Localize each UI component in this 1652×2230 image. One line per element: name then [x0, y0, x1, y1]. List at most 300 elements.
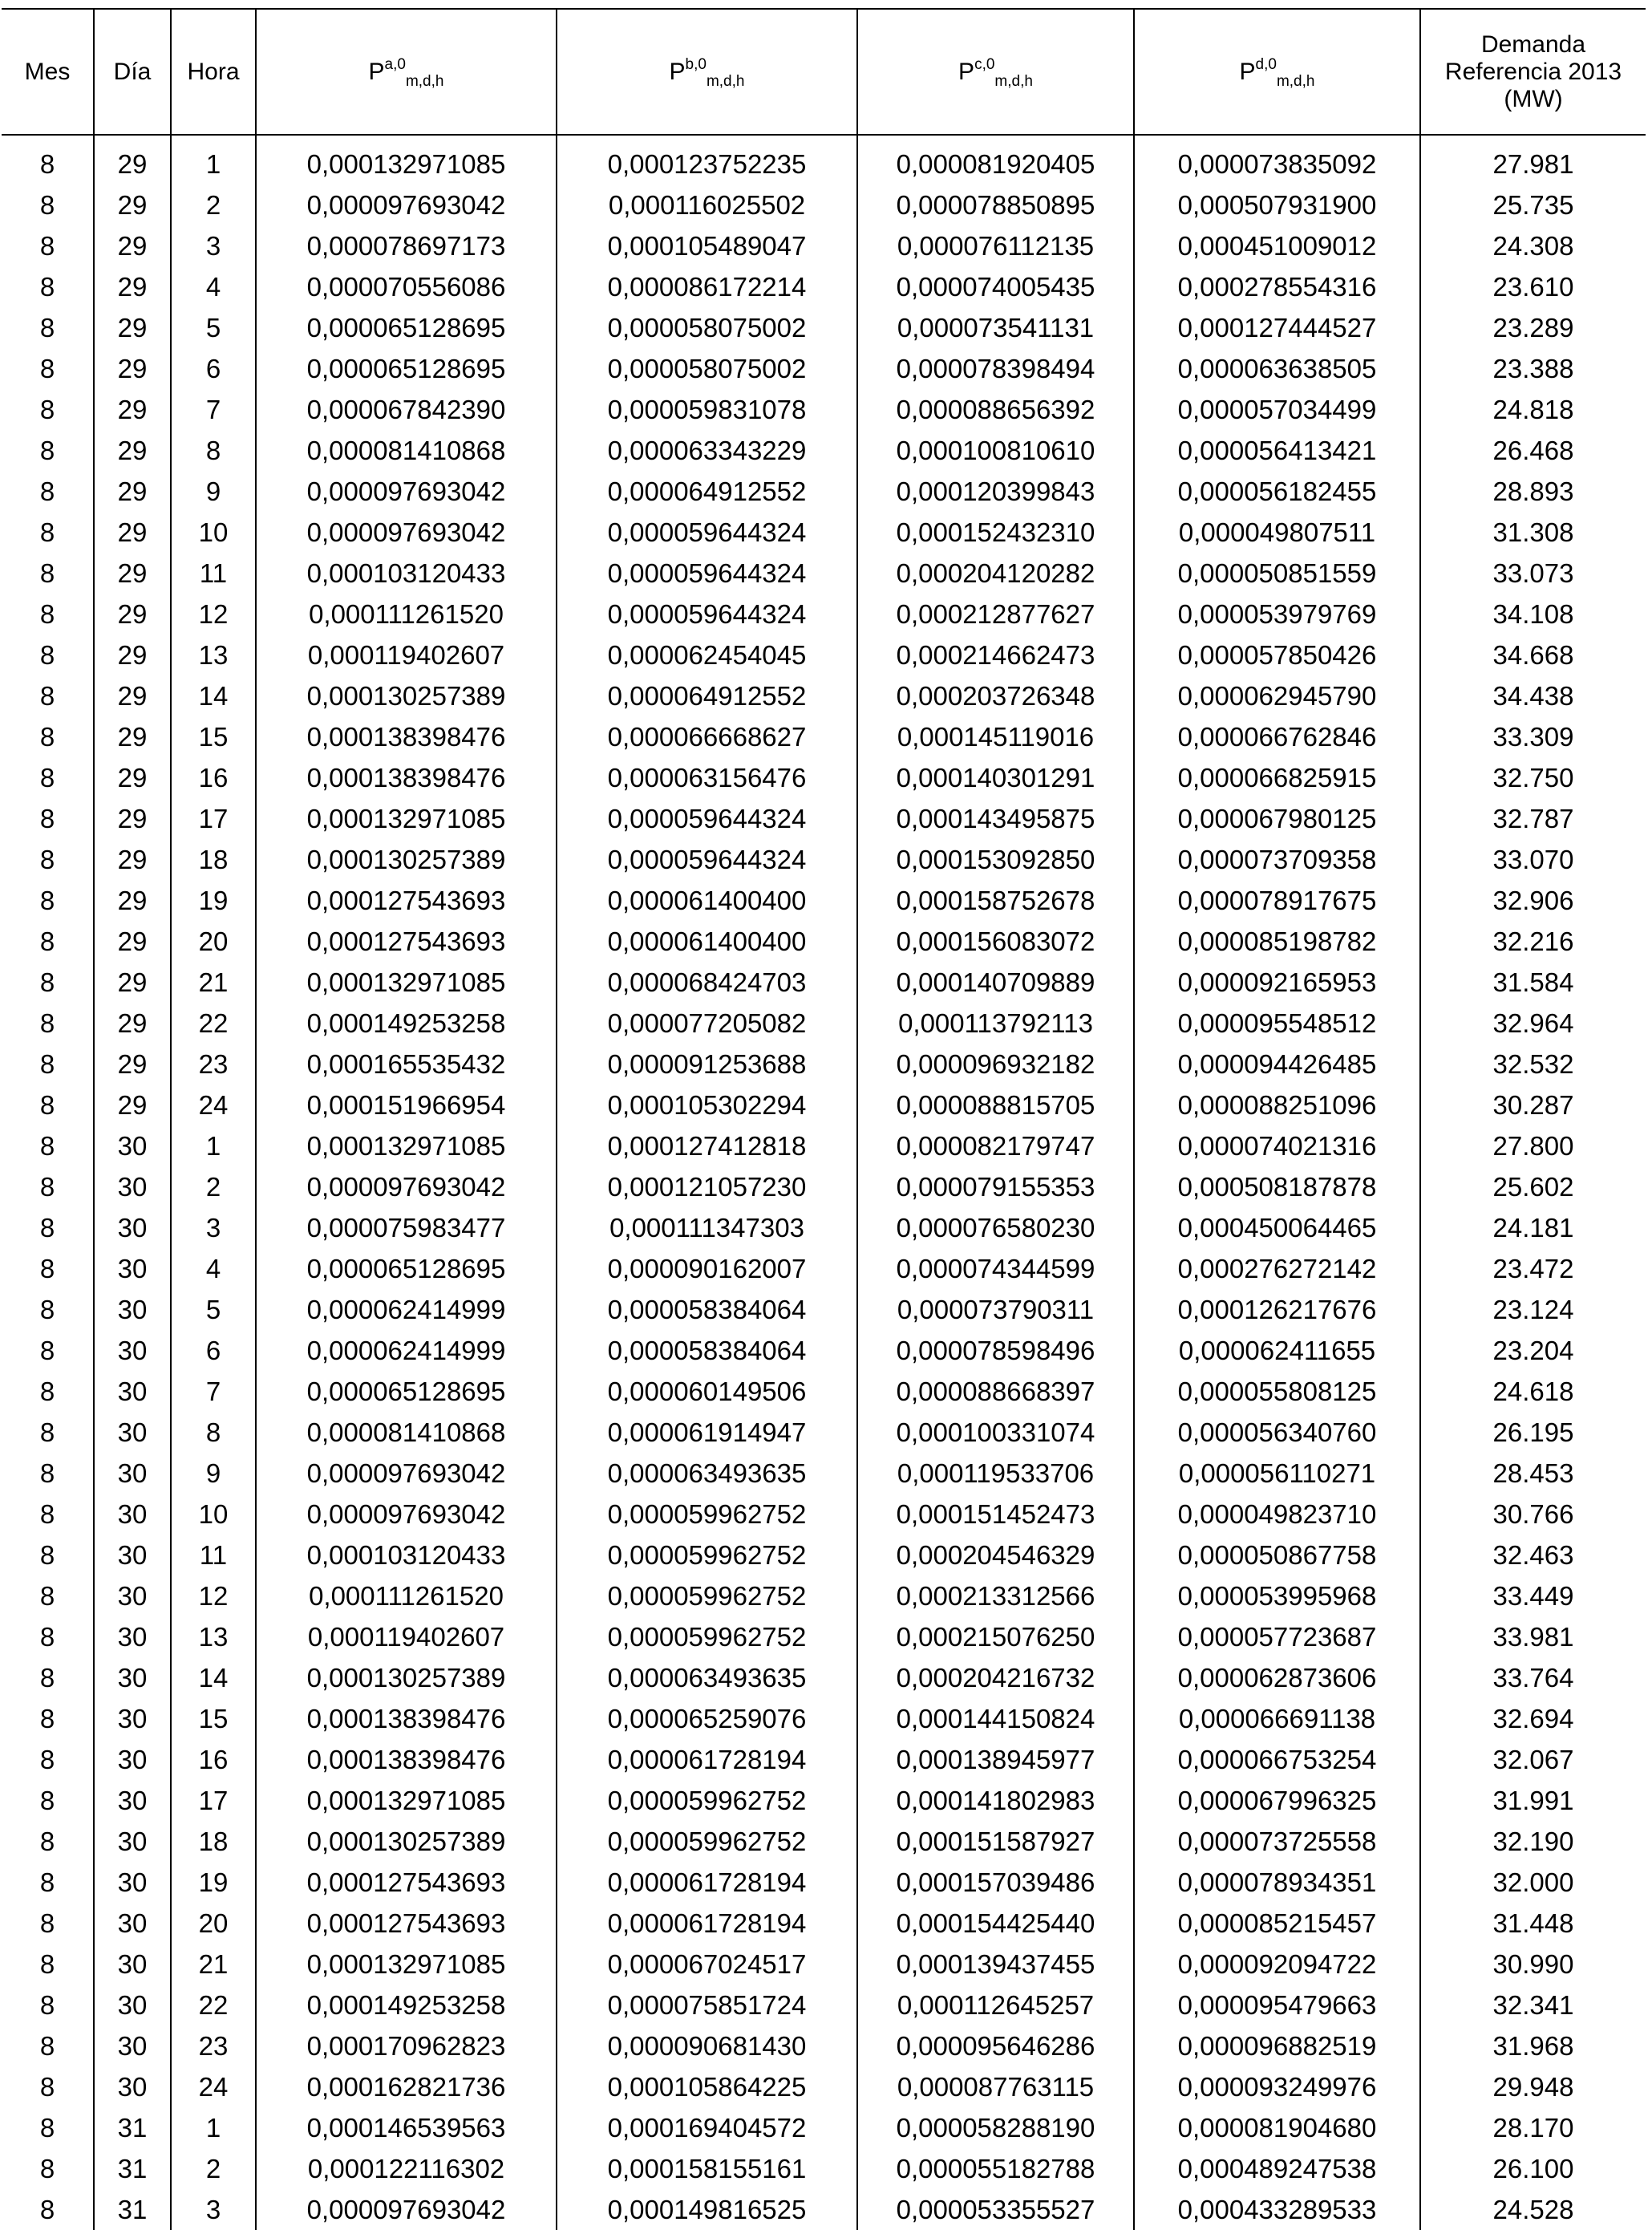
cell-mes: 8: [39, 148, 55, 179]
cell-p-c: 0,000140709889: [857, 962, 1134, 1003]
table-body: [2, 135, 1646, 2230]
cell-p-b: 0,000091253688: [557, 1044, 857, 1085]
cell-p-c: 0,000076580230: [857, 1207, 1134, 1248]
cell-hora: 18: [171, 839, 256, 880]
table-row: [2, 1575, 1646, 1616]
table-row: [2, 839, 1646, 880]
cell-p-a: 0,000081410868: [256, 430, 557, 471]
cell-p-c: 0,000088668397: [857, 1371, 1134, 1412]
cell-p-d: 0,000078917675: [1134, 880, 1420, 921]
cell-demanda: 32.750: [1420, 757, 1646, 798]
cell-p-b: 0,000075851724: [557, 1985, 857, 2025]
cell-p-a: 0,000146539563: [256, 2107, 557, 2148]
cell-hora: 10: [171, 512, 256, 553]
header-p-c: [857, 9, 1134, 135]
cell-mes: 8: [39, 1826, 55, 1856]
cell-dia: 30: [94, 1248, 171, 1289]
cell-p-b: 0,000058075002: [557, 307, 857, 348]
cell-p-d: 0,000126217676: [1134, 1289, 1420, 1330]
cell-p-a: 0,000149253258: [256, 1985, 557, 2025]
cell-hora: 17: [171, 798, 256, 839]
table-row: [2, 716, 1646, 757]
table-row: [2, 348, 1646, 389]
cell-p-b: 0,000105489047: [557, 225, 857, 266]
cell-hora: 22: [171, 1003, 256, 1044]
cell-mes: 8: [39, 558, 55, 588]
header-p-b: [557, 9, 857, 135]
table-row: [2, 921, 1646, 962]
cell-p-a: 0,000138398476: [256, 716, 557, 757]
cell-demanda: 23.472: [1420, 1248, 1646, 1289]
cell-demanda: 32.694: [1420, 1698, 1646, 1739]
cell-p-a: 0,000097693042: [256, 1166, 557, 1207]
cell-hora: 7: [171, 389, 256, 430]
cell-p-a: 0,000138398476: [256, 1739, 557, 1780]
cell-p-a: 0,000130257389: [256, 839, 557, 880]
cell-p-c: 0,000151452473: [857, 1494, 1134, 1535]
cell-p-a: 0,000097693042: [256, 471, 557, 512]
cell-p-d: 0,000092094722: [1134, 1944, 1420, 1985]
cell-mes: 8: [39, 2112, 55, 2143]
cell-p-b: 0,000059644324: [557, 594, 857, 635]
cell-dia: 29: [94, 594, 171, 635]
cell-hora: 13: [171, 635, 256, 675]
cell-mes: 8: [39, 1744, 55, 1774]
table-row: [2, 1412, 1646, 1453]
cell-dia: 30: [94, 2025, 171, 2066]
cell-mes: 8: [39, 1417, 55, 1447]
cell-demanda: 34.668: [1420, 635, 1646, 675]
cell-p-b: 0,000059831078: [557, 389, 857, 430]
cell-dia: 30: [94, 1821, 171, 1862]
cell-demanda: 31.308: [1420, 512, 1646, 553]
cell-hora: 22: [171, 1985, 256, 2025]
cell-demanda: 26.100: [1420, 2148, 1646, 2189]
cell-demanda: 31.584: [1420, 962, 1646, 1003]
cell-hora: 7: [171, 1371, 256, 1412]
cell-p-c: 0,000073541131: [857, 307, 1134, 348]
cell-p-b: 0,000086172214: [557, 266, 857, 307]
cell-p-a: 0,000070556086: [256, 266, 557, 307]
table-row: [2, 1453, 1646, 1494]
cell-dia: 29: [94, 962, 171, 1003]
cell-p-c: 0,000081920405: [857, 144, 1134, 184]
cell-p-b: 0,000063493635: [557, 1657, 857, 1698]
cell-demanda: 32.532: [1420, 1044, 1646, 1085]
cell-dia: 30: [94, 1207, 171, 1248]
cell-dia: 30: [94, 1862, 171, 1903]
table-row: [2, 1616, 1646, 1657]
cell-p-b: 0,000169404572: [557, 2107, 857, 2148]
cell-p-c: 0,000112645257: [857, 1985, 1134, 2025]
cell-dia: 29: [94, 1044, 171, 1085]
cell-demanda: 23.204: [1420, 1330, 1646, 1371]
cell-hora: 5: [171, 307, 256, 348]
cell-hora: 14: [171, 1657, 256, 1698]
cell-p-c: 0,000100331074: [857, 1412, 1134, 1453]
cell-p-c: 0,000053355527: [857, 2189, 1134, 2230]
table-row: [2, 635, 1646, 675]
cell-demanda: 34.108: [1420, 594, 1646, 635]
cell-mes: 8: [39, 803, 55, 833]
cell-hora: 1: [171, 144, 256, 184]
cell-p-a: 0,000119402607: [256, 635, 557, 675]
cell-mes: 8: [39, 1621, 55, 1652]
cell-p-a: 0,000127543693: [256, 1862, 557, 1903]
cell-mes: 8: [39, 476, 55, 506]
cell-p-b: 0,000111347303: [557, 1207, 857, 1248]
cell-p-b: 0,000127412818: [557, 1125, 857, 1166]
cell-p-c: 0,000212877627: [857, 594, 1134, 635]
cell-p-d: 0,000433289533: [1134, 2189, 1420, 2230]
cell-p-c: 0,000213312566: [857, 1575, 1134, 1616]
table-row: [2, 225, 1646, 266]
cell-hora: 16: [171, 1739, 256, 1780]
cell-dia: 30: [94, 1616, 171, 1657]
cell-demanda: 31.991: [1420, 1780, 1646, 1821]
cell-p-b: 0,000061728194: [557, 1739, 857, 1780]
cell-mes: 8: [39, 1376, 55, 1406]
cell-mes: 8: [39, 1989, 55, 2020]
cell-hora: 1: [171, 1125, 256, 1166]
cell-p-b: 0,000059962752: [557, 1616, 857, 1657]
cell-p-c: 0,000078598496: [857, 1330, 1134, 1371]
cell-demanda: 24.818: [1420, 389, 1646, 430]
cell-demanda: 34.438: [1420, 675, 1646, 716]
header-hora: Hora: [171, 9, 256, 135]
cell-p-c: 0,000095646286: [857, 2025, 1134, 2066]
cell-p-d: 0,000067996325: [1134, 1780, 1420, 1821]
table-row: [2, 1862, 1646, 1903]
table-row: [2, 1125, 1646, 1166]
cell-demanda: 33.070: [1420, 839, 1646, 880]
cell-demanda: 33.764: [1420, 1657, 1646, 1698]
cell-p-a: 0,000132971085: [256, 962, 557, 1003]
cell-p-c: 0,000087763115: [857, 2066, 1134, 2107]
header-p-b-sub: m,d,h: [706, 72, 745, 90]
cell-mes: 8: [39, 435, 55, 465]
table-row: [2, 1985, 1646, 2025]
cell-mes: 8: [39, 2153, 55, 2183]
cell-dia: 30: [94, 1575, 171, 1616]
cell-p-d: 0,000074021316: [1134, 1125, 1420, 1166]
cell-p-d: 0,000094426485: [1134, 1044, 1420, 1085]
cell-p-d: 0,000508187878: [1134, 1166, 1420, 1207]
cell-demanda: 25.602: [1420, 1166, 1646, 1207]
cell-hora: 3: [171, 1207, 256, 1248]
cell-p-c: 0,000157039486: [857, 1862, 1134, 1903]
cell-p-c: 0,000120399843: [857, 471, 1134, 512]
cell-p-d: 0,000489247538: [1134, 2148, 1420, 2189]
cell-p-a: 0,000170962823: [256, 2025, 557, 2066]
cell-hora: 17: [171, 1780, 256, 1821]
cell-p-b: 0,000123752235: [557, 144, 857, 184]
cell-p-b: 0,000061400400: [557, 880, 857, 921]
cell-hora: 12: [171, 594, 256, 635]
table-row: [2, 1248, 1646, 1289]
cell-mes: 8: [39, 639, 55, 670]
cell-p-b: 0,000058384064: [557, 1289, 857, 1330]
cell-p-d: 0,000049823710: [1134, 1494, 1420, 1535]
cell-dia: 30: [94, 1780, 171, 1821]
cell-p-a: 0,000097693042: [256, 1453, 557, 1494]
cell-hora: 19: [171, 1862, 256, 1903]
cell-mes: 8: [39, 517, 55, 547]
cell-p-b: 0,000061914947: [557, 1412, 857, 1453]
cell-p-d: 0,000073835092: [1134, 144, 1420, 184]
cell-demanda: 27.800: [1420, 1125, 1646, 1166]
cell-hora: 15: [171, 716, 256, 757]
cell-dia: 30: [94, 1698, 171, 1739]
cell-p-c: 0,000139437455: [857, 1944, 1134, 1985]
cell-hora: 3: [171, 225, 256, 266]
cell-p-b: 0,000063343229: [557, 430, 857, 471]
cell-hora: 18: [171, 1821, 256, 1862]
table-row: [2, 1944, 1646, 1985]
cell-dia: 29: [94, 675, 171, 716]
cell-mes: 8: [39, 1008, 55, 1038]
cell-p-a: 0,000065128695: [256, 348, 557, 389]
header-p-c-sub: m,d,h: [994, 72, 1033, 90]
cell-p-a: 0,000149253258: [256, 1003, 557, 1044]
table-row: [2, 307, 1646, 348]
cell-p-a: 0,000151966954: [256, 1085, 557, 1125]
cell-mes: 8: [39, 189, 55, 220]
cell-dia: 29: [94, 512, 171, 553]
table-row: [2, 1003, 1646, 1044]
cell-p-a: 0,000103120433: [256, 1535, 557, 1575]
cell-p-b: 0,000105302294: [557, 1085, 857, 1125]
cell-p-d: 0,000092165953: [1134, 962, 1420, 1003]
cell-mes: 8: [39, 1539, 55, 1570]
cell-p-a: 0,000130257389: [256, 1821, 557, 1862]
cell-p-b: 0,000067024517: [557, 1944, 857, 1985]
cell-p-d: 0,000056110271: [1134, 1453, 1420, 1494]
cell-p-b: 0,000059962752: [557, 1821, 857, 1862]
cell-mes: 8: [39, 762, 55, 793]
cell-demanda: 26.195: [1420, 1412, 1646, 1453]
cell-demanda: 26.468: [1420, 430, 1646, 471]
cell-dia: 30: [94, 1494, 171, 1535]
cell-p-a: 0,000130257389: [256, 675, 557, 716]
cell-mes: 8: [39, 2071, 55, 2102]
cell-demanda: 23.289: [1420, 307, 1646, 348]
cell-p-a: 0,000065128695: [256, 1371, 557, 1412]
cell-hora: 1: [171, 2107, 256, 2148]
cell-hora: 11: [171, 1535, 256, 1575]
table-row: [2, 266, 1646, 307]
header-demanda-line-1: Demanda: [1480, 30, 1586, 58]
table-row: [2, 184, 1646, 225]
cell-p-d: 0,000050851559: [1134, 553, 1420, 594]
cell-demanda: 29.948: [1420, 2066, 1646, 2107]
cell-p-a: 0,000162821736: [256, 2066, 557, 2107]
cell-p-c: 0,000058288190: [857, 2107, 1134, 2148]
cell-mes: 8: [39, 1212, 55, 1243]
cell-p-b: 0,000059644324: [557, 512, 857, 553]
cell-p-d: 0,000127444527: [1134, 307, 1420, 348]
cell-p-a: 0,000067842390: [256, 389, 557, 430]
table-row: [2, 1330, 1646, 1371]
cell-mes: 8: [39, 967, 55, 997]
cell-dia: 29: [94, 553, 171, 594]
cell-demanda: 24.308: [1420, 225, 1646, 266]
cell-dia: 29: [94, 348, 171, 389]
cell-p-d: 0,000085198782: [1134, 921, 1420, 962]
cell-hora: 9: [171, 1453, 256, 1494]
cell-hora: 23: [171, 2025, 256, 2066]
cell-p-c: 0,000076112135: [857, 225, 1134, 266]
cell-p-c: 0,000138945977: [857, 1739, 1134, 1780]
table-row: [2, 1739, 1646, 1780]
cell-mes: 8: [39, 1089, 55, 1120]
cell-p-d: 0,000085215457: [1134, 1903, 1420, 1944]
cell-mes: 8: [39, 1130, 55, 1161]
cell-p-b: 0,000059644324: [557, 839, 857, 880]
cell-demanda: 31.968: [1420, 2025, 1646, 2066]
table-row: [2, 1657, 1646, 1698]
cell-p-b: 0,000065259076: [557, 1698, 857, 1739]
cell-dia: 29: [94, 921, 171, 962]
cell-p-d: 0,000057034499: [1134, 389, 1420, 430]
cell-p-b: 0,000059644324: [557, 553, 857, 594]
cell-p-d: 0,000049807511: [1134, 512, 1420, 553]
cell-demanda: 33.073: [1420, 553, 1646, 594]
cell-hora: 16: [171, 757, 256, 798]
cell-mes: 8: [39, 394, 55, 424]
cell-p-a: 0,000130257389: [256, 1657, 557, 1698]
cell-demanda: 25.735: [1420, 184, 1646, 225]
cell-p-b: 0,000090681430: [557, 2025, 857, 2066]
cell-p-a: 0,000097693042: [256, 184, 557, 225]
cell-mes: 8: [39, 271, 55, 302]
table-row: [2, 1821, 1646, 1862]
cell-p-a: 0,000138398476: [256, 757, 557, 798]
table-row: [2, 1289, 1646, 1330]
header-dia: Día: [94, 9, 171, 135]
header-spacer-row: [2, 135, 1646, 144]
cell-p-b: 0,000059644324: [557, 798, 857, 839]
table-row: [2, 2148, 1646, 2189]
table-row: [2, 389, 1646, 430]
cell-p-c: 0,000203726348: [857, 675, 1134, 716]
header-p-b-base: P: [669, 58, 686, 85]
cell-hora: 14: [171, 675, 256, 716]
table-row: [2, 2025, 1646, 2066]
cell-dia: 29: [94, 757, 171, 798]
cell-p-d: 0,000066825915: [1134, 757, 1420, 798]
cell-hora: 13: [171, 1616, 256, 1657]
cell-mes: 8: [39, 1703, 55, 1733]
cell-p-d: 0,000055808125: [1134, 1371, 1420, 1412]
cell-p-c: 0,000100810610: [857, 430, 1134, 471]
cell-hora: 24: [171, 2066, 256, 2107]
cell-dia: 31: [94, 2189, 171, 2230]
cell-p-c: 0,000204216732: [857, 1657, 1134, 1698]
cell-hora: 21: [171, 1944, 256, 1985]
cell-p-b: 0,000058075002: [557, 348, 857, 389]
cell-p-b: 0,000059962752: [557, 1535, 857, 1575]
cell-p-a: 0,000078697173: [256, 225, 557, 266]
cell-p-d: 0,000073725558: [1134, 1821, 1420, 1862]
cell-p-b: 0,000064912552: [557, 675, 857, 716]
header-demanda-line-2: Referencia 2013: [1444, 58, 1622, 85]
header-p-a-base: P: [368, 58, 385, 85]
cell-demanda: 23.610: [1420, 266, 1646, 307]
cell-dia: 30: [94, 1739, 171, 1780]
cell-p-a: 0,000122116302: [256, 2148, 557, 2189]
cell-hora: 2: [171, 184, 256, 225]
header-p-a: [256, 9, 557, 135]
table-row: [2, 594, 1646, 635]
cell-p-d: 0,000056340760: [1134, 1412, 1420, 1453]
cell-p-b: 0,000058384064: [557, 1330, 857, 1371]
cell-hora: 4: [171, 1248, 256, 1289]
cell-p-b: 0,000061728194: [557, 1862, 857, 1903]
table-row: [2, 471, 1646, 512]
cell-dia: 30: [94, 1330, 171, 1371]
cell-p-c: 0,000074005435: [857, 266, 1134, 307]
cell-p-b: 0,000149816525: [557, 2189, 857, 2230]
cell-dia: 29: [94, 471, 171, 512]
cell-p-b: 0,000077205082: [557, 1003, 857, 1044]
cell-p-d: 0,000053995968: [1134, 1575, 1420, 1616]
cell-mes: 8: [39, 885, 55, 915]
header-p-c-sup: c,0: [974, 55, 995, 73]
cell-p-d: 0,000057850426: [1134, 635, 1420, 675]
cell-p-a: 0,000111261520: [256, 1575, 557, 1616]
cell-p-a: 0,000075983477: [256, 1207, 557, 1248]
header-demanda: [1420, 9, 1646, 135]
cell-mes: 8: [39, 926, 55, 956]
cell-mes: 8: [39, 1294, 55, 1324]
table-row: [2, 144, 1646, 184]
cell-hora: 6: [171, 348, 256, 389]
cell-p-c: 0,000088815705: [857, 1085, 1134, 1125]
header-mes: Mes: [2, 9, 94, 135]
cell-hora: 21: [171, 962, 256, 1003]
cell-mes: 8: [39, 1048, 55, 1079]
cell-hora: 9: [171, 471, 256, 512]
cell-dia: 29: [94, 307, 171, 348]
cell-demanda: 23.388: [1420, 348, 1646, 389]
cell-p-a: 0,000138398476: [256, 1698, 557, 1739]
cell-mes: 8: [39, 1498, 55, 1529]
cell-p-c: 0,000119533706: [857, 1453, 1134, 1494]
cell-demanda: 33.981: [1420, 1616, 1646, 1657]
cell-p-b: 0,000059962752: [557, 1575, 857, 1616]
cell-p-b: 0,000105864225: [557, 2066, 857, 2107]
cell-p-d: 0,000053979769: [1134, 594, 1420, 635]
cell-p-a: 0,000132971085: [256, 1944, 557, 1985]
cell-p-a: 0,000062414999: [256, 1330, 557, 1371]
table-row: [2, 1780, 1646, 1821]
cell-mes: 8: [39, 1335, 55, 1365]
cell-p-d: 0,000066753254: [1134, 1739, 1420, 1780]
cell-demanda: 32.190: [1420, 1821, 1646, 1862]
cell-p-a: 0,000132971085: [256, 144, 557, 184]
cell-hora: 20: [171, 1903, 256, 1944]
cell-p-a: 0,000065128695: [256, 1248, 557, 1289]
cell-demanda: 32.216: [1420, 921, 1646, 962]
cell-dia: 30: [94, 1289, 171, 1330]
cell-dia: 29: [94, 1085, 171, 1125]
cell-p-a: 0,000127543693: [256, 1903, 557, 1944]
cell-p-c: 0,000082179747: [857, 1125, 1134, 1166]
cell-p-b: 0,000158155161: [557, 2148, 857, 2189]
cell-dia: 30: [94, 1903, 171, 1944]
cell-p-c: 0,000154425440: [857, 1903, 1134, 1944]
